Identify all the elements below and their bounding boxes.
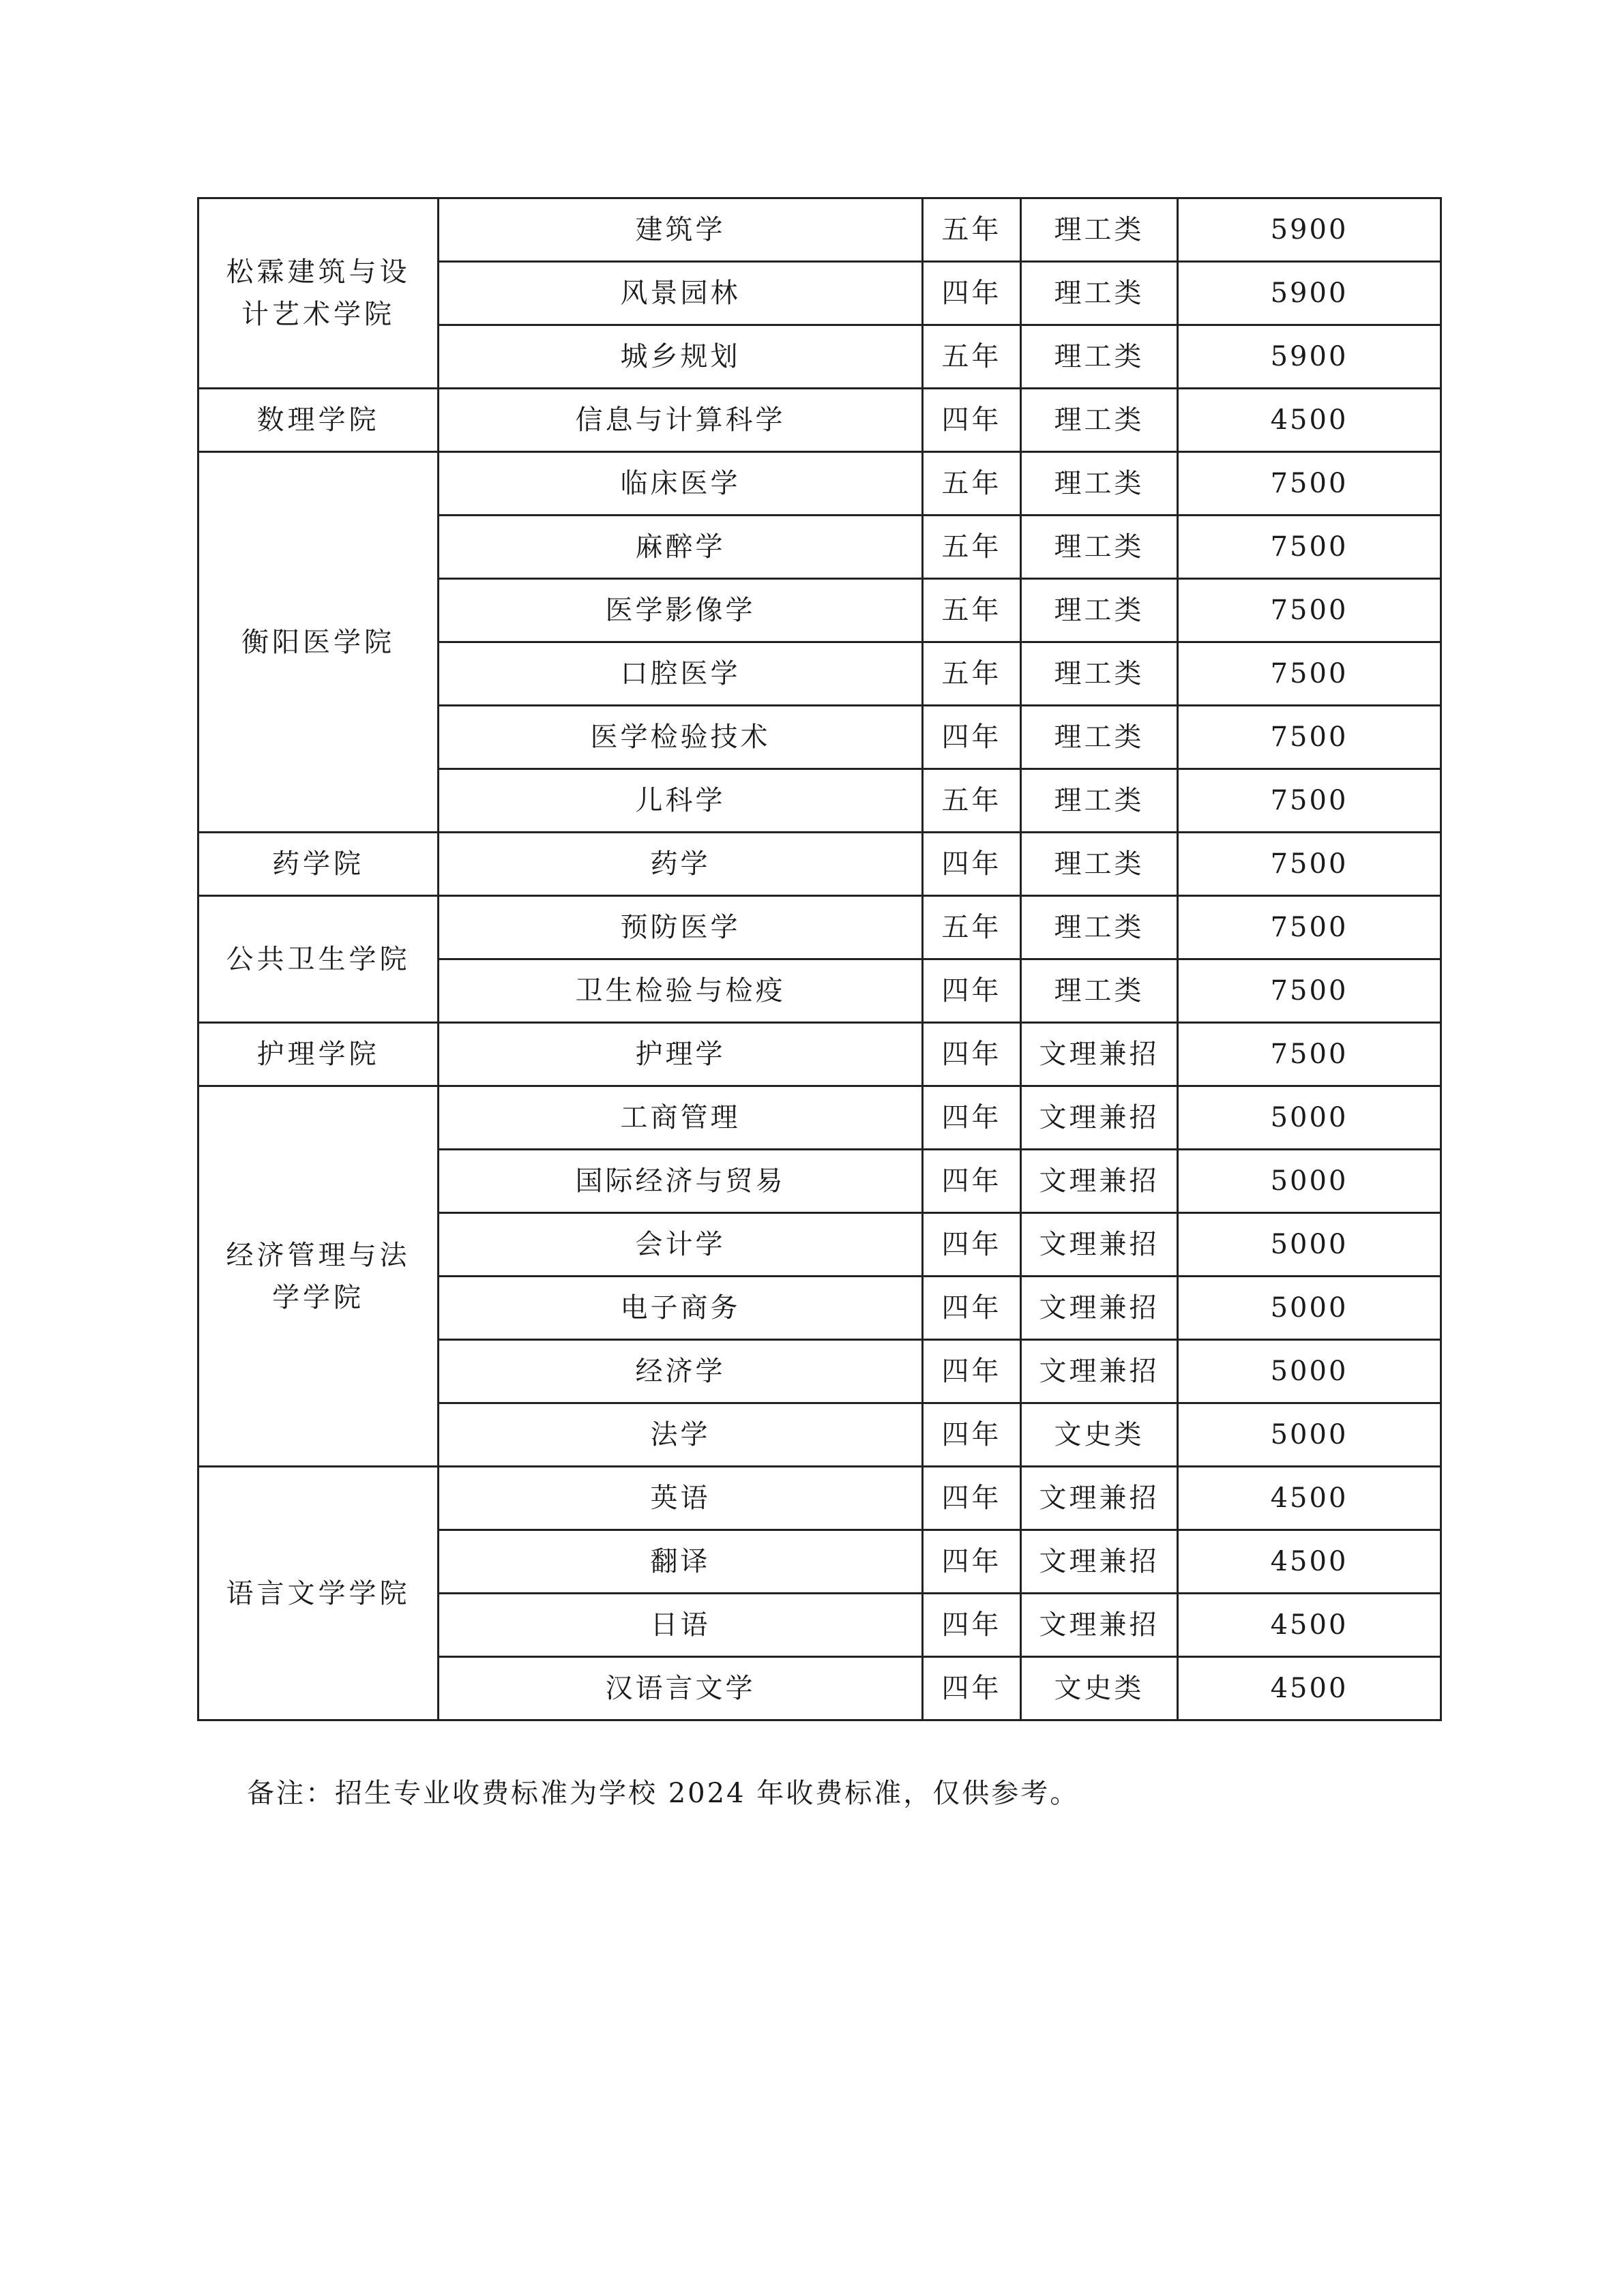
duration-cell: 五年 bbox=[923, 452, 1021, 516]
major-cell: 城乡规划 bbox=[439, 325, 923, 389]
major-cell: 电子商务 bbox=[439, 1277, 923, 1340]
duration-cell: 五年 bbox=[923, 325, 1021, 389]
duration-cell: 四年 bbox=[923, 1657, 1021, 1720]
duration-cell: 五年 bbox=[923, 896, 1021, 959]
college-cell: 经济管理与法学学院 bbox=[198, 1086, 439, 1467]
duration-cell: 四年 bbox=[923, 1530, 1021, 1594]
major-cell: 医学影像学 bbox=[439, 579, 923, 642]
fee-cell: 7500 bbox=[1178, 706, 1441, 769]
fee-cell: 4500 bbox=[1178, 389, 1441, 452]
fee-cell: 7500 bbox=[1178, 959, 1441, 1023]
category-cell: 文理兼招 bbox=[1021, 1594, 1178, 1657]
fee-cell: 5900 bbox=[1178, 262, 1441, 325]
fee-cell: 7500 bbox=[1178, 769, 1441, 833]
footnote: 备注：招生专业收费标准为学校 2024 年收费标准，仅供参考。 bbox=[247, 1778, 1080, 1809]
major-cell: 会计学 bbox=[439, 1213, 923, 1277]
duration-cell: 五年 bbox=[923, 198, 1021, 262]
table-row bbox=[198, 1086, 1441, 1150]
table-row bbox=[198, 833, 1441, 896]
major-cell: 风景园林 bbox=[439, 262, 923, 325]
category-cell: 理工类 bbox=[1021, 896, 1178, 959]
table-row bbox=[198, 452, 1441, 516]
category-cell: 文理兼招 bbox=[1021, 1086, 1178, 1150]
major-cell: 医学检验技术 bbox=[439, 706, 923, 769]
category-cell: 理工类 bbox=[1021, 959, 1178, 1023]
major-cell: 临床医学 bbox=[439, 452, 923, 516]
category-cell: 文理兼招 bbox=[1021, 1023, 1178, 1086]
fee-cell: 4500 bbox=[1178, 1657, 1441, 1720]
category-cell: 理工类 bbox=[1021, 769, 1178, 833]
category-cell: 理工类 bbox=[1021, 198, 1178, 262]
fee-cell: 7500 bbox=[1178, 516, 1441, 579]
fee-cell: 5000 bbox=[1178, 1086, 1441, 1150]
major-cell: 日语 bbox=[439, 1594, 923, 1657]
fee-cell: 4500 bbox=[1178, 1467, 1441, 1530]
fee-cell: 7500 bbox=[1178, 642, 1441, 706]
duration-cell: 四年 bbox=[923, 1023, 1021, 1086]
category-cell: 理工类 bbox=[1021, 389, 1178, 452]
duration-cell: 五年 bbox=[923, 516, 1021, 579]
college-cell: 药学院 bbox=[198, 833, 439, 896]
major-cell: 建筑学 bbox=[439, 198, 923, 262]
table-row bbox=[198, 896, 1441, 959]
college-cell: 语言文学学院 bbox=[198, 1467, 439, 1720]
table-row bbox=[198, 389, 1441, 452]
major-cell: 工商管理 bbox=[439, 1086, 923, 1150]
category-cell: 文理兼招 bbox=[1021, 1340, 1178, 1403]
fee-cell: 5000 bbox=[1178, 1340, 1441, 1403]
major-cell: 国际经济与贸易 bbox=[439, 1150, 923, 1213]
major-cell: 法学 bbox=[439, 1403, 923, 1467]
duration-cell: 五年 bbox=[923, 579, 1021, 642]
fee-cell: 7500 bbox=[1178, 896, 1441, 959]
duration-cell: 四年 bbox=[923, 1213, 1021, 1277]
duration-cell: 四年 bbox=[923, 1086, 1021, 1150]
category-cell: 理工类 bbox=[1021, 833, 1178, 896]
fee-cell: 5000 bbox=[1178, 1277, 1441, 1340]
fee-cell: 7500 bbox=[1178, 1023, 1441, 1086]
college-cell: 松霖建筑与设计艺术学院 bbox=[198, 198, 439, 389]
duration-cell: 四年 bbox=[923, 959, 1021, 1023]
major-cell: 信息与计算科学 bbox=[439, 389, 923, 452]
duration-cell: 四年 bbox=[923, 1467, 1021, 1530]
college-cell: 公共卫生学院 bbox=[198, 896, 439, 1023]
major-cell: 口腔医学 bbox=[439, 642, 923, 706]
fee-cell: 5900 bbox=[1178, 198, 1441, 262]
duration-cell: 四年 bbox=[923, 1150, 1021, 1213]
fee-cell: 7500 bbox=[1178, 452, 1441, 516]
fee-cell: 7500 bbox=[1178, 833, 1441, 896]
tuition-table-body bbox=[198, 198, 1441, 1720]
duration-cell: 四年 bbox=[923, 262, 1021, 325]
college-cell: 数理学院 bbox=[198, 389, 439, 452]
duration-cell: 五年 bbox=[923, 642, 1021, 706]
major-cell: 经济学 bbox=[439, 1340, 923, 1403]
major-cell: 护理学 bbox=[439, 1023, 923, 1086]
category-cell: 理工类 bbox=[1021, 262, 1178, 325]
table-row bbox=[198, 198, 1441, 262]
category-cell: 文史类 bbox=[1021, 1657, 1178, 1720]
table-row bbox=[198, 1467, 1441, 1530]
duration-cell: 四年 bbox=[923, 706, 1021, 769]
category-cell: 文史类 bbox=[1021, 1403, 1178, 1467]
fee-cell: 4500 bbox=[1178, 1530, 1441, 1594]
major-cell: 麻醉学 bbox=[439, 516, 923, 579]
tuition-table bbox=[197, 197, 1442, 1721]
college-cell: 护理学院 bbox=[198, 1023, 439, 1086]
category-cell: 理工类 bbox=[1021, 642, 1178, 706]
fee-cell: 5000 bbox=[1178, 1213, 1441, 1277]
category-cell: 理工类 bbox=[1021, 706, 1178, 769]
category-cell: 文理兼招 bbox=[1021, 1467, 1178, 1530]
table-row bbox=[198, 1023, 1441, 1086]
major-cell: 英语 bbox=[439, 1467, 923, 1530]
major-cell: 药学 bbox=[439, 833, 923, 896]
major-cell: 儿科学 bbox=[439, 769, 923, 833]
category-cell: 理工类 bbox=[1021, 325, 1178, 389]
duration-cell: 四年 bbox=[923, 389, 1021, 452]
major-cell: 汉语言文学 bbox=[439, 1657, 923, 1720]
category-cell: 文理兼招 bbox=[1021, 1213, 1178, 1277]
category-cell: 理工类 bbox=[1021, 516, 1178, 579]
duration-cell: 四年 bbox=[923, 1594, 1021, 1657]
category-cell: 文理兼招 bbox=[1021, 1530, 1178, 1594]
fee-cell: 5900 bbox=[1178, 325, 1441, 389]
duration-cell: 四年 bbox=[923, 1277, 1021, 1340]
major-cell: 卫生检验与检疫 bbox=[439, 959, 923, 1023]
duration-cell: 四年 bbox=[923, 1403, 1021, 1467]
duration-cell: 五年 bbox=[923, 769, 1021, 833]
category-cell: 文理兼招 bbox=[1021, 1277, 1178, 1340]
fee-cell: 5000 bbox=[1178, 1403, 1441, 1467]
major-cell: 翻译 bbox=[439, 1530, 923, 1594]
category-cell: 理工类 bbox=[1021, 579, 1178, 642]
fee-cell: 7500 bbox=[1178, 579, 1441, 642]
duration-cell: 四年 bbox=[923, 1340, 1021, 1403]
college-cell: 衡阳医学院 bbox=[198, 452, 439, 833]
duration-cell: 四年 bbox=[923, 833, 1021, 896]
category-cell: 理工类 bbox=[1021, 452, 1178, 516]
major-cell: 预防医学 bbox=[439, 896, 923, 959]
fee-cell: 5000 bbox=[1178, 1150, 1441, 1213]
category-cell: 文理兼招 bbox=[1021, 1150, 1178, 1213]
fee-cell: 4500 bbox=[1178, 1594, 1441, 1657]
